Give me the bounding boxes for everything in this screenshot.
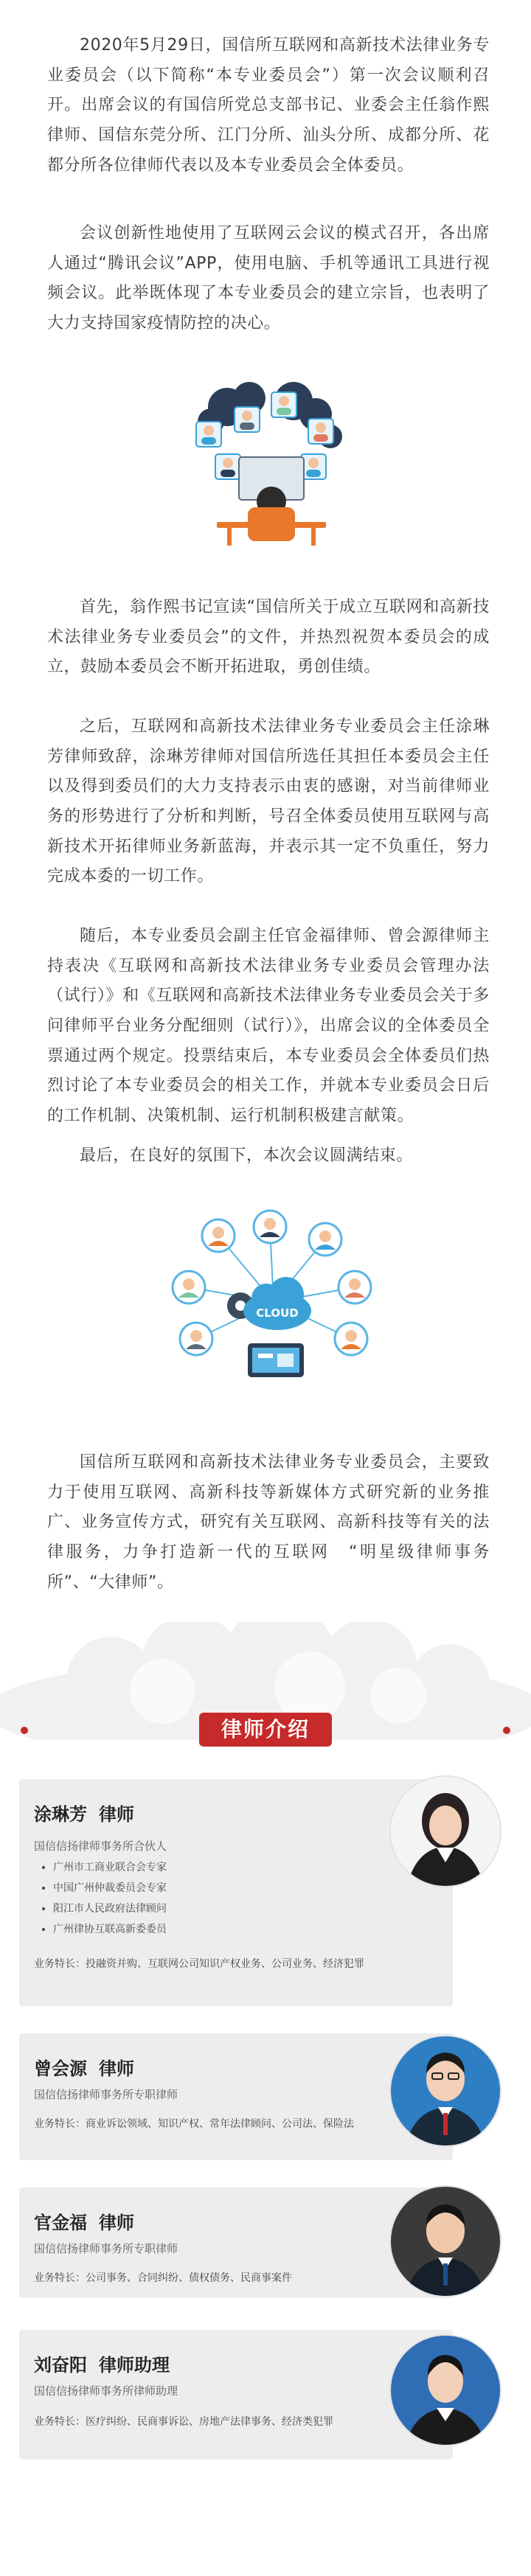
lawyer-card xyxy=(19,1779,453,2006)
lawyer-role: 律师 xyxy=(99,2213,134,2233)
cloud-icon xyxy=(243,1277,311,1330)
paragraph-3: 首先，翁作熙书记宣读“国信所关于成立互联网和高新技术法律业务专业委员会”的文件，并热烈祝贺本委员会的成立，鼓励本委员会不断开拓进取，勇创佳绩。 xyxy=(47,598,490,677)
cloud-network-illustration xyxy=(167,1206,381,1383)
lawyer-name-line xyxy=(34,2350,170,2376)
cloud-label: CLOUD xyxy=(256,1306,299,1320)
avatar-icon xyxy=(173,1211,371,1355)
lawyer-role: 律师助理 xyxy=(99,2355,170,2375)
female-portrait-icon xyxy=(391,1777,500,1886)
video-meeting-illustration xyxy=(183,377,360,547)
lawyer-photo xyxy=(391,1777,500,1886)
lawyer-name: 涂琳芳 xyxy=(34,1804,87,1825)
paragraph-2: 会议创新性地使用了互联网云会议的模式召开，各出席人通过“腾讯会议”APP，使用电脑、手机等通讯工具进行视频会议。此举既体现了本专业委员会的建立宗旨，也表明了大力支持国家疫情防控的决心。 xyxy=(47,224,490,333)
paragraph-1: 2020年5月29日，国信所互联网和高新技术法律业务专业委员会（以下简称“本专业委员会”）第一次会议顺利召开。出席会议的有国信所党总支部书记、业委会主任翁作熙律师、国信东莞分所、江门分所、汕头分所、成都分所、花都分所各位律师代表以及本专业委员会全体委员。 xyxy=(47,36,490,175)
lawyer-role: 律师 xyxy=(99,1804,134,1825)
lawyer-specialty: 业务特长：投融资并购、互联网公司知识产权业务、公司业务、经济犯罪 xyxy=(34,1958,364,1970)
list-item: • 广州市工商业联合会专家 xyxy=(53,1857,167,1878)
decorative-dot-right xyxy=(503,1727,510,1734)
lawyer-name: 刘奋阳 xyxy=(34,2355,87,2375)
lawyer-card xyxy=(19,2330,453,2460)
list-item: • 阳江市人民政府法律顾问 xyxy=(53,1898,167,1919)
lawyer-card xyxy=(19,2187,453,2298)
lawyer-firm: 国信信扬律师事务所专职律师 xyxy=(34,2242,178,2255)
male-portrait-icon xyxy=(391,2036,500,2145)
lawyer-firm: 国信信扬律师事务所律师助理 xyxy=(34,2384,178,2398)
lawyer-specialty: 业务特长：公司事务、合同纠纷、债权债务、民商事案件 xyxy=(34,2272,292,2284)
paragraph-6: 最后，在良好的氛围下，本次会议圆满结束。 xyxy=(80,1146,414,1165)
lawyer-photo xyxy=(391,2036,500,2145)
paragraph-5: 随后，本专业委员会副主任官金福律师、曾会源律师主持表决《互联网和高新技术法律业务专业委员会管理办法（试行）》和《互联网和高新技术法律业务专业委员会关于多问律师平台业务分配细则（试行）》，出席会议的全体委员全票通过两个规定。投票结束后，本专业委员会全体委员们热烈讨论了本专业委员会的相关工作，并就本专业委员会日后的工作机制、决策机制、运行机制积极建言献策。 xyxy=(47,927,490,1126)
lawyer-name-line xyxy=(34,2208,134,2234)
tablet-icon xyxy=(248,1343,304,1377)
paragraph-7: 国信所互联网和高新技术法律业务专业委员会，主要致力于使用互联网、高新科技等新媒体方式研究新的业务推广、业务宣传方式，研究有关互联网、高新科技等有关的法律服务，力争打造新一代的互联网 “明星级律师事务所”、“大律师”。 xyxy=(47,1453,490,1592)
list-item: • 广州律协互联高新委委员 xyxy=(53,1919,167,1940)
lawyer-specialty: 业务特长：医疗纠纷、民商事诉讼、房地产法律事务、经济类犯罪 xyxy=(34,2416,333,2428)
male-portrait-icon xyxy=(391,2336,500,2445)
lawyer-photo xyxy=(391,2187,500,2296)
lawyer-honors-list xyxy=(34,1857,167,1940)
lawyer-name: 曾会源 xyxy=(34,2058,87,2079)
lawyer-card xyxy=(19,2033,453,2160)
paragraph-4: 之后，互联网和高新技术法律业务专业委员会主任涂琳芳律师致辞，涂琳芳律师对国信所选任其担任本委员会主任以及得到委员们的大力支持表示由衷的感谢，对当前律师业务的形势进行了分析和判断，号召全体委员使用互联网与高新技术开拓律师业务新蓝海，并表示其一定不负重任，努力完成本委的一切工作。 xyxy=(47,717,490,886)
lawyer-photo xyxy=(391,2336,500,2445)
lawyer-specialty: 业务特长：商业诉讼领域、知识产权、常年法律顾问、公司法、保险法 xyxy=(34,2118,354,2130)
list-item: • 中国广州仲裁委员会专家 xyxy=(53,1878,167,1898)
lawyer-role: 律师 xyxy=(99,2058,134,2079)
section-title-lawyer-intro: 律师介绍 xyxy=(199,1713,332,1747)
lawyer-firm: 国信信扬律师事务所合伙人 xyxy=(34,1839,167,1853)
male-portrait-icon xyxy=(391,2187,500,2296)
decorative-dot-left xyxy=(21,1727,28,1734)
lawyer-name-line xyxy=(34,2054,134,2080)
lawyer-name: 官金福 xyxy=(34,2213,87,2233)
lawyer-name-line xyxy=(34,1800,134,1825)
lawyer-firm: 国信信扬律师事务所专职律师 xyxy=(34,2088,178,2101)
